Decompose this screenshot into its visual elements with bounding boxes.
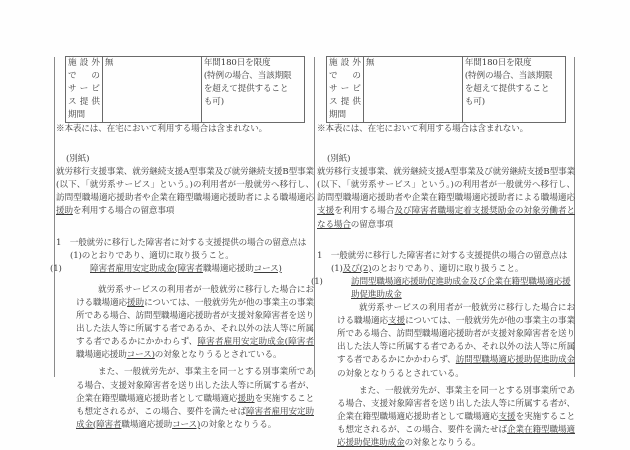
amended-text: 企業在籍型職場適応援助促進助成金 [337, 424, 575, 448]
document-title [56, 166, 314, 218]
item-1-label: (1) [311, 276, 323, 287]
cell-line: 年間180日を限度 [464, 58, 532, 68]
amended-text: 援助 [56, 206, 73, 217]
row-label-line: 施 設 外 [329, 58, 361, 68]
cell-line: を超えて提供すること [464, 84, 550, 94]
row-label-line: 期間 [329, 110, 346, 120]
section-1-heading [317, 250, 575, 276]
cell-line: も可) [464, 97, 485, 107]
document-title [317, 166, 575, 231]
text-run: 就労系サービスの利用者が一般就労に移行した場合における職場適応 [337, 303, 575, 327]
text-run: の留意事項 [350, 219, 394, 230]
item-1-title [50, 263, 314, 276]
text-run: の対象となりうるとされている。 [337, 368, 464, 379]
cell-line: (特例の場合、当該期限 [203, 71, 292, 81]
amended-text: 障害者雇用安定助成金(障害者 [197, 337, 314, 348]
table-note: ※本表には、在宅において利用する場合は含まれない。 [56, 124, 268, 134]
right-column-revised [311, 56, 576, 450]
service-period-table [65, 56, 305, 123]
amended-text: 訪問型職場適応援助促進助成金 [455, 355, 575, 366]
row-label-line: で の [329, 71, 361, 81]
amended-text: コース) [172, 419, 201, 430]
row-label-line: ス 提 供 [68, 97, 100, 107]
cell-line: を超えて提供すること [203, 84, 289, 94]
text-run: については、一般就労先が他の事業主の事業所である場合、訪問型職場適応援助者が支援対象障害者を送り出した法人等に所属する者であるか、それ以外の法人等に所属する者であるかにかかわらず、 [76, 297, 314, 348]
text-run: の対象となりうる。 [404, 437, 481, 448]
row-label-cell [327, 57, 364, 123]
amended-text: 支援 [498, 411, 516, 422]
col2-cell: 無 [102, 57, 201, 123]
amended-text: 及び障害者職場定着支援奨励金の対象労働者となる場合 [317, 206, 575, 230]
row-label-line: サ ー ビ [68, 84, 100, 94]
attachment-label: (別紙) [327, 154, 351, 165]
amended-text: 訪問型職場適応援助促進助成金及び企業在籍型職場適応援助促進助成金 [351, 276, 571, 300]
section-1 [50, 237, 315, 432]
text-run: を利用する場合の留意事項 [72, 206, 175, 217]
amended-text: コース) [253, 263, 282, 274]
text-run: また、一般就労先が、事業主を同一とする別事業所である場合、支援対象障害者を送り出した法人等に所属する者が、企業在籍型職場適応援助者として職場適応 [337, 385, 575, 422]
amended-text: 支援 [388, 316, 406, 327]
text-run: 1 一般就労に移行した障害者に対する支援提供の場合の留意点は(1) [317, 250, 568, 274]
amended-text: 援助 [127, 297, 145, 308]
amended-text: 援助 [237, 393, 255, 404]
text-run: を実施することも想定されるが、この場合、要件を満たせば [337, 411, 576, 435]
text-run: 就労移行支援事業、就労継続支援A型事業及び就労継続支援B型事業(以下、「就労系サービス」という。)の利用者が一般就労へ移行し、訪問型職場適応援助者や企業在籍型職場適応援助者による職場適応 [317, 167, 575, 204]
text-run: については、一般就労先が他の事業主の事業所である場合、訪問型職場適応援助者が支援対象障害者を送り出した法人等に所属する者であるか、それ以外の法人等に所属する者であるかにかかわらず、 [337, 316, 575, 366]
service-period-table [326, 56, 566, 123]
row-label-line: で の [68, 71, 100, 81]
attachment-label: (別紙) [66, 154, 90, 165]
text-run: また、一般就労先が、事業主を同一とする別事業所である場合、支援対象障害者を送り出した法人等に所属する者が、企業在籍型職場適応援助者として職場適応 [76, 367, 314, 404]
item-1-label: (1) [50, 263, 62, 274]
paragraph-2 [56, 366, 314, 431]
col3-cell [462, 57, 565, 123]
cell-line: も可) [203, 97, 224, 107]
row-label-line: 施 設 外 [68, 58, 100, 68]
amended-text: 及び(2) [342, 263, 372, 274]
left-column-current [50, 56, 315, 432]
cell-line: (特例の場合、当該期限 [464, 71, 553, 81]
text-run: を実施することも想定されるが、この場合、要件を満たせば [76, 393, 315, 417]
text-run: の対象となりうるとされている。 [154, 350, 282, 361]
column-border-left [54, 57, 55, 377]
table-note: ※本表には、在宅において利用する場合は含まれない。 [317, 124, 529, 134]
amended-text: 障害者雇用安定助成金(障害者 [76, 406, 314, 430]
amended-text: コース) [126, 350, 155, 361]
item-1-title-text [90, 264, 282, 274]
item-1-title-text [351, 277, 571, 300]
text-run: 職場適応援助 [202, 263, 254, 274]
col2-cell: 無 [363, 57, 462, 123]
text-run: の対象となりうる。 [200, 419, 277, 430]
section-1-heading [56, 237, 314, 263]
paragraph-1 [56, 284, 314, 363]
text-run: 職場適応援助 [121, 419, 173, 430]
text-run: のとおりであり、適切に取り扱うこと。 [371, 263, 524, 274]
paragraph-1 [317, 302, 575, 381]
col3-cell [201, 57, 304, 123]
paragraph-2 [317, 385, 575, 450]
amended-text: 障害者雇用安定助成金(障害者 [90, 263, 203, 274]
amended-text: 支援 [317, 206, 335, 217]
item-1 [50, 263, 314, 276]
column-border-middle [314, 57, 315, 377]
row-label-line: 期間 [68, 110, 85, 120]
item-1 [311, 276, 575, 302]
cell-line: 年間180日を限度 [203, 58, 271, 68]
text-run: を利用する場合 [334, 206, 395, 217]
row-label-line: サ ー ビ [329, 84, 361, 94]
row-label-cell [66, 57, 103, 123]
row-label-line: ス 提 供 [329, 97, 361, 107]
item-1-title [311, 276, 575, 302]
section-1 [311, 250, 576, 450]
text-run: 就労系サービスの利用者が一般就労に移行した場合における職場適応 [76, 284, 314, 308]
text-run: 1 一般就労に移行した障害者に対する支援提供の場合の留意点は(1)のとおりであり、適切に取り扱うこと。 [56, 237, 307, 261]
text-run: 職場適応援助 [76, 350, 127, 361]
text-run: 就労移行支援事業、就労継続支援A型事業及び就労継続支援B型事業(以下、「就労系サービス」という。)の利用者が一般就労へ移行し、訪問型職場適応援助者や企業在籍型職場適応援助者による職場適応 [56, 167, 314, 204]
